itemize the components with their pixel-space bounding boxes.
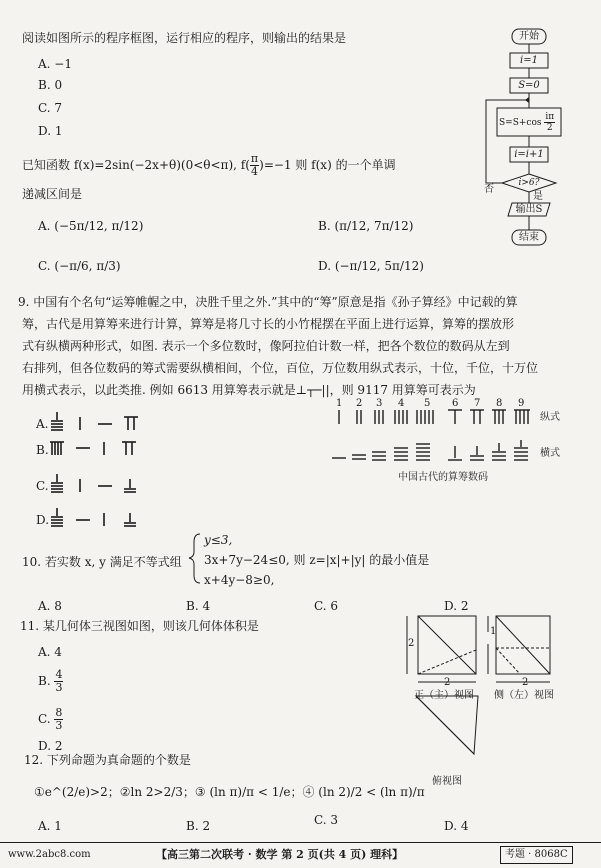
rod-digit-7: 7 xyxy=(474,398,481,409)
flowchart-condition-label: i>6? xyxy=(518,178,540,188)
flowchart-no-label: 否 xyxy=(484,184,494,195)
q11-option-b-numerator: 4 xyxy=(55,668,63,681)
q10-stem-prefix: 10. 若实数 x, y 满足不等式组 xyxy=(22,555,182,569)
rod-vertical-label: 纵式 xyxy=(540,412,560,423)
q8-option-c: C. 7 xyxy=(38,101,63,115)
rod-digit-4: 4 xyxy=(398,398,405,409)
q10-constraint-2: 3x+7y−24≤0, 则 z=|x|+|y| 的最小值是 xyxy=(204,553,430,567)
q8-option-d: D. 1 xyxy=(38,124,63,138)
flowchart-end-label: 结束 xyxy=(519,232,539,243)
q9-option-b: B. (π/12, 7π/12) xyxy=(318,219,414,233)
q10-option-d: D. 2 xyxy=(444,599,469,613)
footer-exam-code: 考题 · 8068C xyxy=(500,846,573,864)
q11-option-c-prefix: C. xyxy=(38,712,51,726)
top-view-caption: 俯视图 xyxy=(432,776,462,787)
rod-digit-3: 3 xyxy=(376,398,383,409)
q11-stem: 11. 某几何体三视图如图，则该几何体体积是 xyxy=(20,619,259,633)
flowchart-increment-label: i=i+1 xyxy=(514,149,544,160)
rod-horizontal-label: 横式 xyxy=(540,448,560,459)
q9-stem-frac-denominator: 4 xyxy=(251,165,258,178)
q-rods-line-2: 筹，古代是用算筹来进行计算，算筹是将几寸长的小竹棍摆在平面上进行运算，算筹的摆放形 xyxy=(22,317,515,331)
side-view-height-label: 1 xyxy=(490,626,497,637)
q12-option-d: D. 4 xyxy=(444,819,469,833)
q10-option-a: A. 8 xyxy=(38,599,62,613)
side-view xyxy=(488,616,550,682)
q9-option-c: C. (−π/6, π/3) xyxy=(38,259,121,273)
flowchart-update-s-prefix: S=S+cos xyxy=(499,118,542,128)
q-rods-option-b-letter: B. xyxy=(36,443,49,457)
q10-constraint-3: x+4y−8≥0, xyxy=(204,573,275,587)
rod-digit-1: 1 xyxy=(336,398,343,409)
q-rods-line-3: 式有纵横两种形式，如图. 表示一个多位数时，像阿拉伯计数一样，把各个数位的数码从左到 xyxy=(22,339,510,353)
front-view-caption: 正（主）视图 xyxy=(414,690,474,701)
flowchart-output-label: 输出S xyxy=(515,204,543,215)
side-view-caption: 侧（左）视图 xyxy=(494,690,554,701)
q10-constraint-1: y≤3, xyxy=(204,533,233,547)
side-view-width-label: 2 xyxy=(522,677,529,688)
flowchart-yes-label: 是 xyxy=(533,191,543,202)
footer-website: www.2abc8.com xyxy=(8,849,91,860)
q12-stem: 12. 下列命题为真命题的个数是 xyxy=(24,753,191,767)
rod-digit-2: 2 xyxy=(356,398,363,409)
q10-option-c: C. 6 xyxy=(314,599,339,613)
flowchart-init-s-label: S=0 xyxy=(518,80,540,91)
q-rods-option-c-letter: C. xyxy=(36,479,49,493)
q12-option-c: C. 3 xyxy=(314,813,339,827)
front-view-width-label: 2 xyxy=(444,677,451,688)
flowchart-init-i-label: i=1 xyxy=(520,55,538,66)
q-rods-line-4: 右排列，但各位数码的筹式需要纵横相间，个位，百位，万位数用纵式表示，十位，千位，十万位 xyxy=(22,361,539,375)
q11-option-b-prefix: B. xyxy=(38,674,51,688)
front-view xyxy=(407,616,476,682)
rod-caption: 中国古代的算筹数码 xyxy=(398,472,488,483)
front-view-height-label: 2 xyxy=(408,638,415,649)
q-rods-option-a-letter: A. xyxy=(36,417,49,431)
q9-stem-part1: 已知函数 f(x)=2sin(−2x+θ)(0<θ<π), f xyxy=(22,158,246,172)
q9-option-a: A. (−5π/12, π/12) xyxy=(38,219,144,233)
page-footer xyxy=(0,842,601,865)
q11-option-c-numerator: 8 xyxy=(55,706,63,719)
q-rods-line-5: 用横式表示，以此类推. 例如 6613 用算筹表示就是⊥┬─||，则 9117 用算筹可表示为 xyxy=(22,383,476,397)
q9-stem-frac-numerator: π xyxy=(250,152,259,165)
rod-digit-8: 8 xyxy=(496,398,503,409)
q11-option-b-denominator: 3 xyxy=(55,681,63,694)
rod-digit-5: 5 xyxy=(424,398,431,409)
top-view xyxy=(416,696,478,754)
q8-option-a: A. −1 xyxy=(38,57,72,71)
q11-option-a: A. 4 xyxy=(38,645,62,659)
q10-option-b: B. 4 xyxy=(186,599,211,613)
q9-stem-line2: 递减区间是 xyxy=(22,187,83,201)
flowchart-start-label: 开始 xyxy=(519,31,539,42)
q8-option-b: B. 0 xyxy=(38,78,63,92)
footer-exam-title: 【高三第二次联考 · 数学 第 2 页(共 4 页) 理科】 xyxy=(156,848,404,861)
q8-stem: 阅读如图所示的程序框图，运行相应的程序，则输出的结果是 xyxy=(22,31,347,45)
flowchart-update-s-numerator: iπ xyxy=(545,112,555,122)
q9-stem: 已知函数 f(x)=2sin(−2x+θ)(0<θ<π), f( $\frac{\pi}{4}$ )=−1 则 f(x) 的一个单调 xyxy=(22,152,396,178)
q11-option-c-denominator: 3 xyxy=(55,719,63,732)
q9-option-d: D. (−π/12, 5π/12) xyxy=(318,259,424,273)
rod-digit-9: 9 xyxy=(518,398,525,409)
q12-option-b: B. 2 xyxy=(186,819,211,833)
flowchart-update-s-denominator: 2 xyxy=(546,123,553,133)
q12-statements: ①e^(2/e)>2；②ln 2>2/3；③ (ln π)/π < 1/e；④ (ln 2)/2 < (ln π)/π xyxy=(34,785,425,799)
q11-option-d: D. 2 xyxy=(38,739,63,753)
q9-stem-part2: =−1 则 f(x) 的一个单调 xyxy=(263,158,396,172)
q-rods-option-d-letter: D. xyxy=(36,513,50,527)
q12-option-a: A. 1 xyxy=(38,819,62,833)
rod-digit-6: 6 xyxy=(452,398,459,409)
q-rods-line-1: 9. 中国有个名句“运筹帷幄之中，决胜千里之外.”其中的“筹”原意是指《孙子算经》中记载的算 xyxy=(18,295,518,309)
